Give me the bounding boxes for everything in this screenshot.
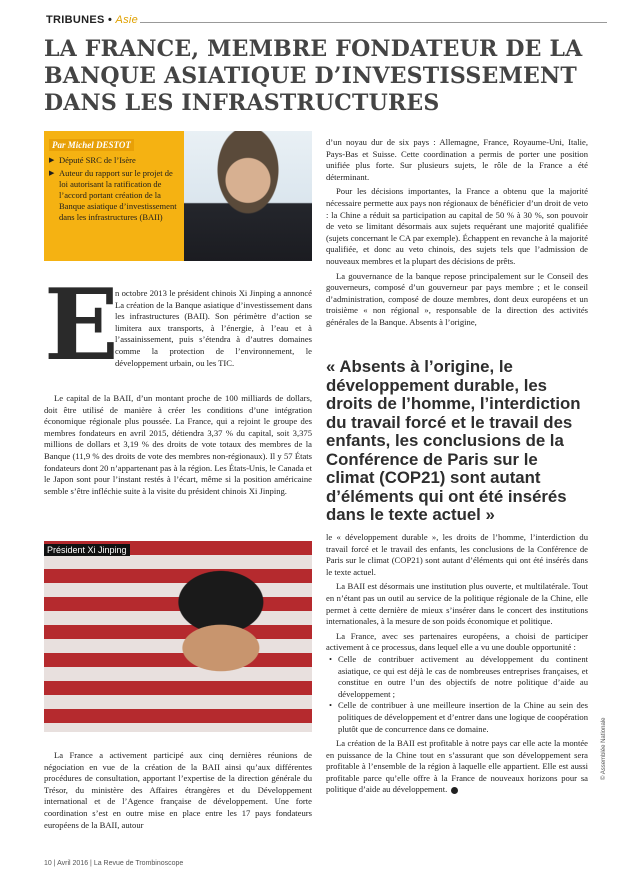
closing-paragraph (326, 738, 588, 796)
article-headline: LA FRANCE, MEMBRE FONDATEUR DE LA BANQUE ASIATIQUE D’INVESTISSEMENT DANS LES INFRASTRUCTURES (44, 36, 583, 116)
drop-cap: E (44, 268, 119, 383)
subsection-name: Asie (115, 14, 139, 26)
right-bottom-column (326, 532, 588, 796)
photo-credit: © Assemblée Nationale (601, 717, 607, 780)
author-box (44, 131, 184, 261)
author-photo (184, 131, 312, 261)
section-label (46, 14, 138, 26)
section-rule (140, 22, 607, 23)
left-bottom-column (44, 750, 312, 831)
paragraph: Pour les décisions importantes, la France a obtenu que la majorité nécessaire permette aux pays non régionaux de bénéficier d’un droit de veto : la Chine a réduit sa participation au capital de 50 % à 30 %, son pouvoir de veto se limitant désormais aux sujets requérant une majorité qualifiée (sujets concernant le CA par exemple). Échappent en revanche à la majorité qualifiée, et donc au veto chinois, des sujets tels que l’admission de nouveaux membres et la plupart des décisions de prêts. (326, 186, 588, 266)
paragraph: La France, avec ses partenaires européens, a choisi de participer activement à ce processus, dans lequel elle a vu une double opportunité : (326, 630, 588, 653)
paragraph: le « développement durable », les droits de l’homme, l’interdiction du travail forcé et le travail des enfants, les conclusions de la Conférence de Paris sur le climat (COP21) sont autant d’éléments qui ont été insérés dans le texte actuel. (326, 532, 588, 577)
pull-quote: « Absents à l’origine, le développement durable, les droits de l’homme, l’interdiction du travail forcé et le travail des enfants, les conclusions de la Conférence de Paris sur le climat (COP21) sont autant d’éléments qui ont été insérés dans le texte actuel » (326, 357, 581, 524)
author-name: Par Michel DESTOT (49, 139, 134, 151)
left-column (44, 393, 312, 497)
paragraph: La BAII est désormais une institution plus ouverte, et multilatérale. Tout en n’étant pas un outil au service de la politique régionale de la Chine, elle permet à cette dernière de mieux s’insérer dans le concert des institutions internationales, à la mesure de son poids économique et politique. (326, 581, 588, 627)
right-column (326, 137, 588, 329)
paragraph: n octobre 2013 le président chinois Xi Jinping a annoncé La création de la Banque asiatique d’investissement dans les infrastructures (BAII). Son périmètre d’action se limitera aux transports, à l’énergie, à l’eau et à l’assainissement, puis s’étendra à d’autres domaines comme la protection de l’environnement, le développement urbain, ou les TIC. (115, 288, 312, 368)
intro-column (115, 288, 312, 369)
paragraph: La France a activement participé aux cinq dernières réunions de négociation en vue de la création de la BAII ainsi qu’aux différentes procédures de consultation, apportant l’expertise de la direction générale du Trésor, du ministère des Affaires étrangères et du Développement international et de l’Agence française de développement. Une forte coordination s’est en outre mise en place entre les 17 pays fondateurs européens de la BAII, autour (44, 750, 312, 830)
paragraph: Le capital de la BAII, d’un montant proche de 100 milliards de dollars, doit être utilisé de manière à créer les conditions d’une intégration économique régionale plus poussée. La France, qui a rejoint le groupe des membres fondateurs en avril 2015, détiendra 3,37 % du capital, soit 3,375 millions de dollars et 3,19 % des droits de vote totaux des membres de la Banque (11,9 % des droits de vote des membres non-régionaux). Il y 57 États fondateurs dont 20 n’appartenant pas à la région. Les États-Unis, le Canada et le Japon sont pour l’instant restés à l’écart, même si la position américaine semble s’être infléchie suite à la visite du président chinois Xi Jinping. (44, 393, 312, 496)
author-role: ▶ Député SRC de l’Isère (49, 155, 179, 166)
closing-text: La création de la BAII est profitable à notre pays car elle acte la montée en puissance de la Chine tout en s’assurant que son développement sera profitable à l’ensemble de la région à laquelle elle appartient. Elle est aussi profitable parce qu’elle offre à la France de nouveaux horizons pour sa politique d’aide au développement. (326, 738, 588, 795)
bullet-item: • Celle de contribuer activement au développement du continent asiatique, ce qui est déjà le cas de nombreuses entreprises françaises, et constitue en outre l’un des objectifs de notre politique d’aide au développement ; (326, 654, 588, 700)
end-mark-icon (451, 787, 458, 794)
author-role: ▶ Auteur du rapport sur le projet de loi autorisant la ratification de l’accord portant création de la Banque asiatique d’investissement dans les infrastructures (BAII) (49, 168, 179, 223)
section-name: TRIBUNES • (46, 14, 113, 26)
page-footer: 10 | Avril 2016 | La Revue de Trombinoscope (44, 860, 184, 867)
paragraph: La gouvernance de la banque repose principalement sur le Conseil des gouverneurs, composé d’un gouverneur par pays membre ; et le conseil d’administration, composé de douze membres, dont deux européens et un troisième « non régional », responsable de la direction des activités générales de la Banque. Absents à l’origine, (326, 270, 588, 327)
paragraph: d’un noyau dur de six pays : Allemagne, France, Royaume-Uni, Italie, Pays-Bas et Suisse. Cette coordination a permis de porter une position unifiée plus forte. Sur plusieurs sujets, le rôle de la France a été déterminant. (326, 137, 588, 182)
president-photo (44, 541, 312, 732)
photo-caption: Président Xi Jinping (44, 544, 130, 556)
bullet-item: • Celle de contribuer à une meilleure insertion de la Chine au sein des politiques de développement et d’entrer dans une logique de coopération plutôt que de concurrence dans ce domaine. (326, 700, 588, 735)
